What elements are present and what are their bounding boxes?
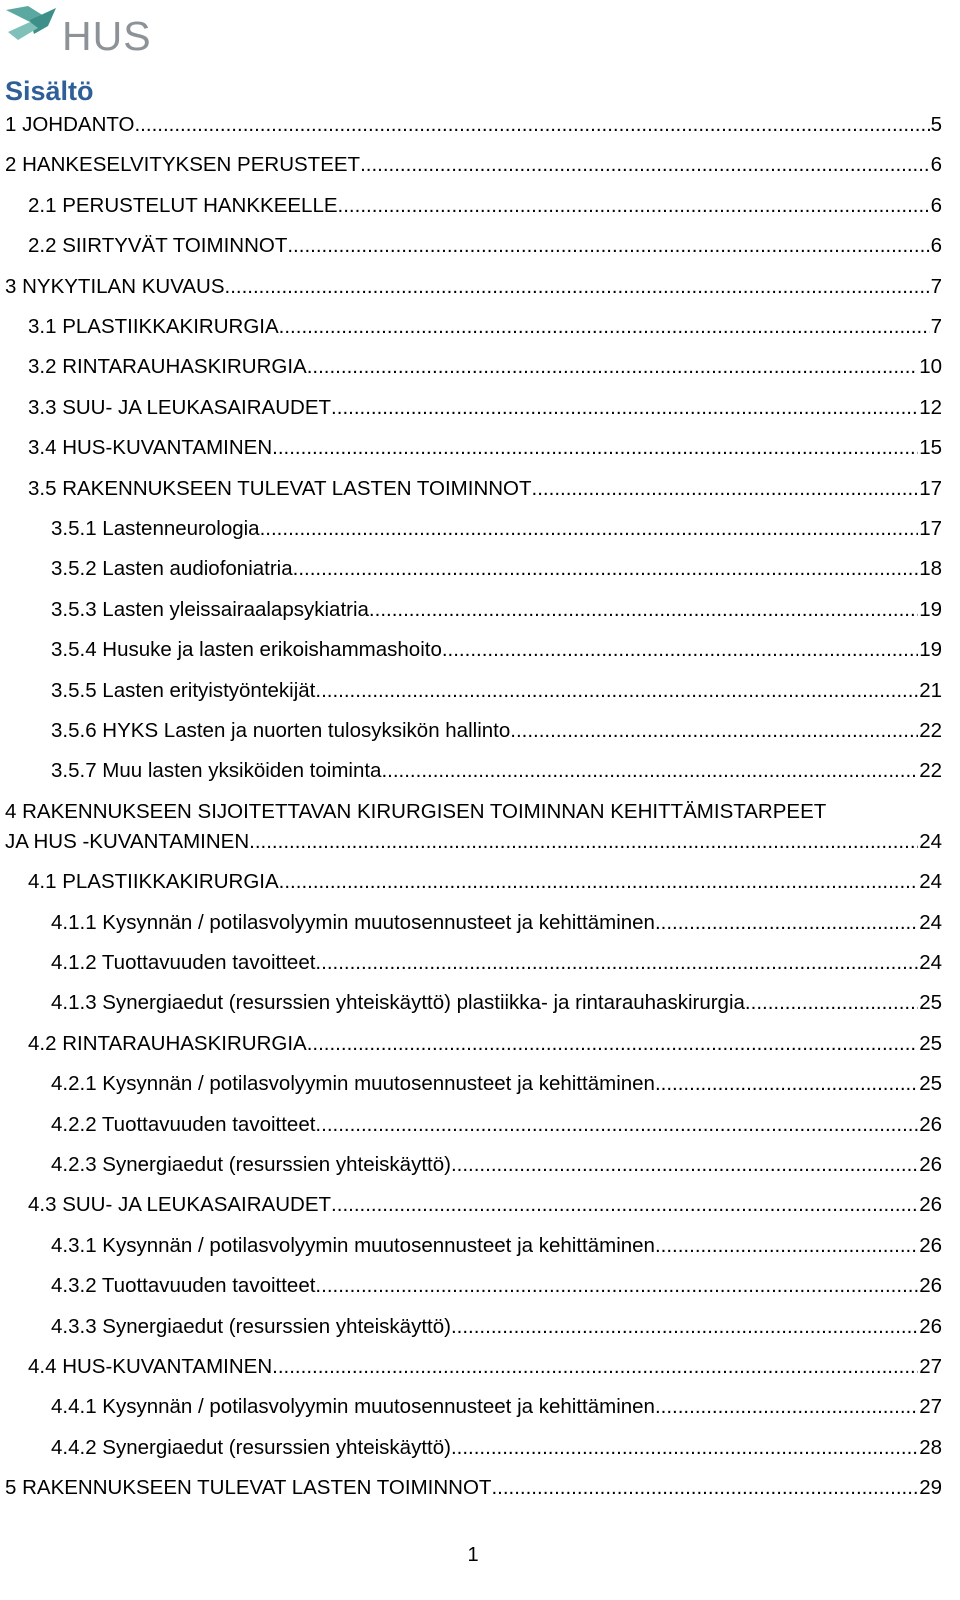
toc-entry[interactable] [0,1150,960,1180]
toc-entry[interactable] [0,1433,960,1463]
toc-entry[interactable] [0,756,960,786]
toc-entry[interactable] [0,948,960,978]
toc-leader-dots [381,756,918,786]
toc-page-number: 17 [919,517,942,540]
toc-entry-title: 4.3.1 Kysynnän / potilasvolyymin muutosennusteet ja kehittäminen [51,1233,655,1257]
toc-entry-title: 3.5.4 Husuke ja lasten erikoishammashoito [51,638,442,662]
toc-leader-dots [272,433,918,463]
toc-page-number: 12 [919,395,942,419]
toc-entry[interactable] [0,988,960,1018]
toc-entry-title: 3.5.7 Muu lasten yksiköiden toiminta [51,759,382,783]
toc-entry[interactable] [0,1029,960,1059]
toc-entry[interactable] [0,595,960,625]
toc-page-number: 6 [930,153,942,177]
toc-entry-title: 5 RAKENNUKSEEN TULEVAT LASTEN TOIMINNOT [5,1476,492,1500]
toc-entry[interactable] [0,1069,960,1099]
toc-leader-dots [307,352,918,382]
toc-leader-dots [745,988,918,1018]
toc-leader-dots [315,948,918,978]
toc-entry-title: 4.4.1 Kysynnän / potilasvolyymin muutosennusteet ja kehittäminen [51,1395,655,1419]
toc-entry[interactable] [0,1312,960,1342]
toc-page-number: 26 [919,1274,942,1298]
toc-leader-dots [315,1110,918,1140]
toc-entry[interactable] [0,1473,960,1503]
toc-page-number: 10 [919,355,942,379]
toc-entry[interactable] [0,150,960,180]
toc-entry[interactable] [0,1352,960,1382]
toc-page-number: 29 [919,1476,942,1500]
toc-leader-dots [369,595,918,625]
toc-entry[interactable] [0,110,960,140]
toc-page-number: 17 [919,476,942,500]
toc-page-number: 21 [919,678,942,702]
toc-page-number: 22 [919,719,942,742]
toc-entry[interactable] [0,1190,960,1220]
toc-page-number: 6 [930,234,942,258]
toc-entry[interactable] [0,1392,960,1422]
toc-leader-dots [225,272,930,302]
toc-entry[interactable] [0,716,960,746]
toc-leader-dots [260,514,919,544]
toc-leader-dots [249,827,918,857]
toc-leader-dots [655,1392,918,1422]
toc-page-number: 22 [919,759,942,783]
toc-leader-dots [510,716,918,746]
toc-leader-dots [655,1069,918,1099]
toc-page-number: 26 [919,1153,942,1176]
toc-page-number: 27 [919,1355,942,1378]
toc-entry[interactable] [0,635,960,665]
toc-entry[interactable] [0,1110,960,1140]
hus-logo-mark-icon [4,2,64,46]
toc-entry[interactable] [0,393,960,423]
toc-page-number: 19 [919,638,942,662]
toc-leader-dots [331,1190,918,1220]
toc-entry-title: 3 NYKYTILAN KUVAUS [5,274,225,298]
toc-entry-title: 4.2 RINTARAUHASKIRURGIA [28,1031,307,1055]
toc-leader-dots [360,150,930,180]
toc-leader-dots [491,1473,918,1503]
toc-entry-title: 2.2 SIIRTYVÄT TOIMINNOT [28,234,288,258]
toc-entry-title: 2 HANKESELVITYKSEN PERUSTEET [5,153,361,177]
toc-leader-dots [655,1231,918,1261]
toc-leader-dots [307,1029,918,1059]
toc-entry[interactable] [0,433,960,463]
toc-leader-dots [279,867,919,897]
logo-text: HUS [62,13,152,59]
toc-entry-title: 4.4 HUS-KUVANTAMINEN [28,1355,273,1378]
toc-entry[interactable] [0,867,960,897]
toc-entry[interactable] [0,514,960,544]
toc-entry[interactable] [0,191,960,221]
toc-entry-title: 3.3 SUU- JA LEUKASAIRAUDET [28,395,332,419]
toc-page-number: 18 [919,557,942,581]
toc-leader-dots [293,554,919,584]
toc-page-number: 7 [930,274,942,298]
toc-page-number: 24 [919,910,942,934]
toc-page-number: 26 [919,1314,942,1338]
toc-entry-title: 3.1 PLASTIIKKAKIRURGIA [28,315,279,338]
toc-entry-title: 4.1.3 Synergiaedut (resurssien yhteiskäyttö) plastiikka- ja rintarauhaskirurgia [51,991,745,1015]
toc-entry-title: 3.5.2 Lasten audiofoniatria [51,557,293,581]
toc-entry[interactable] [0,1231,960,1261]
toc-leader-dots [134,110,929,140]
toc-entry[interactable] [0,676,960,706]
page-number: 1 [467,1544,479,1566]
toc-entry-title: 4 RAKENNUKSEEN SIJOITETTAVAN KIRURGISEN TOIMINNAN KEHITTÄMISTARPEET [5,799,827,823]
toc-entry-title: 4.1.2 Tuottavuuden tavoitteet [51,951,316,974]
toc-entry[interactable] [0,474,960,504]
toc-page-number: 5 [930,113,942,136]
toc-entry-title: 3.5.5 Lasten erityistyöntekijät [51,678,316,702]
toc-entry-title: 3.5.1 Lastenneurologia [51,517,260,540]
toc-leader-dots [442,635,918,665]
toc-entry[interactable] [0,312,960,342]
toc-entry-title: 4.4.2 Synergiaedut (resurssien yhteiskäyttö) [51,1435,451,1459]
toc-page-number: 26 [919,1112,942,1136]
toc-entry-title: 1 JOHDANTO [5,113,135,136]
toc-leader-dots [287,231,929,261]
toc-entry-title: 4.2.3 Synergiaedut (resurssien yhteiskäyttö) [51,1153,451,1176]
toc-entry-title: 4.3 SUU- JA LEUKASAIRAUDET [28,1193,332,1217]
toc-entry-title: 4.1 PLASTIIKKAKIRURGIA [28,870,279,894]
toc-leader-dots [532,474,919,504]
hus-logo [4,2,154,58]
toc-entry[interactable] [0,272,960,302]
toc-entry-title: 4.2.2 Tuottavuuden tavoitteet [51,1112,316,1136]
toc-page-number: 25 [919,1031,942,1055]
toc-page-number: 24 [919,870,942,894]
toc-leader-dots [338,191,930,221]
toc-page-number: 6 [930,193,942,217]
toc-entry[interactable] [0,1271,960,1301]
toc-heading: Sisältö [5,76,94,106]
toc-leader-dots [279,312,930,342]
toc-leader-dots [331,393,918,423]
toc-entry-title: 3.2 RINTARAUHASKIRURGIA [28,355,307,379]
toc-page-number: 27 [919,1395,942,1419]
toc-leader-dots [272,1352,918,1382]
toc-entry[interactable] [0,797,960,857]
toc-page-number: 19 [919,597,942,621]
toc-page-number: 7 [930,315,942,338]
toc-entry-title: 3.5 RAKENNUKSEEN TULEVAT LASTEN TOIMINNOT [28,476,532,500]
toc-leader-dots [451,1312,918,1342]
toc-entry[interactable] [0,231,960,261]
toc-entry-title-continued: JA HUS -KUVANTAMINEN [5,829,250,853]
toc-page-number: 26 [919,1233,942,1257]
toc-entry[interactable] [0,554,960,584]
toc-entry-title: 3.5.3 Lasten yleissairaalapsykiatria [51,597,369,621]
toc-leader-dots [315,676,918,706]
toc-leader-dots [451,1433,918,1463]
toc-entry-title: 2.1 PERUSTELUT HANKKEELLE [28,193,338,217]
toc-entry-title: 4.2.1 Kysynnän / potilasvolyymin muutosennusteet ja kehittäminen [51,1072,655,1096]
toc-leader-dots [315,1271,918,1301]
toc-leader-dots [451,1150,918,1180]
toc-entry-title: 4.1.1 Kysynnän / potilasvolyymin muutosennusteet ja kehittäminen [51,910,655,934]
toc-leader-dots [655,908,918,938]
toc-entry[interactable] [0,908,960,938]
toc-page-number: 25 [919,1072,942,1096]
toc-entry-title: 4.3.3 Synergiaedut (resurssien yhteiskäyttö) [51,1314,451,1338]
toc-entry-title: 3.4 HUS-KUVANTAMINEN [28,436,273,460]
toc-page-number: 26 [919,1193,942,1217]
toc-entry[interactable] [0,352,960,382]
toc-page-number: 28 [919,1435,942,1459]
toc-page-number: 15 [919,436,942,460]
toc-page-number: 24 [919,829,942,853]
toc-entry-title: 4.3.2 Tuottavuuden tavoitteet [51,1274,316,1298]
toc-page-number: 25 [919,991,942,1015]
toc-page-number: 24 [919,951,942,974]
toc-entry-title: 3.5.6 HYKS Lasten ja nuorten tulosyksikön hallinto [51,719,511,742]
